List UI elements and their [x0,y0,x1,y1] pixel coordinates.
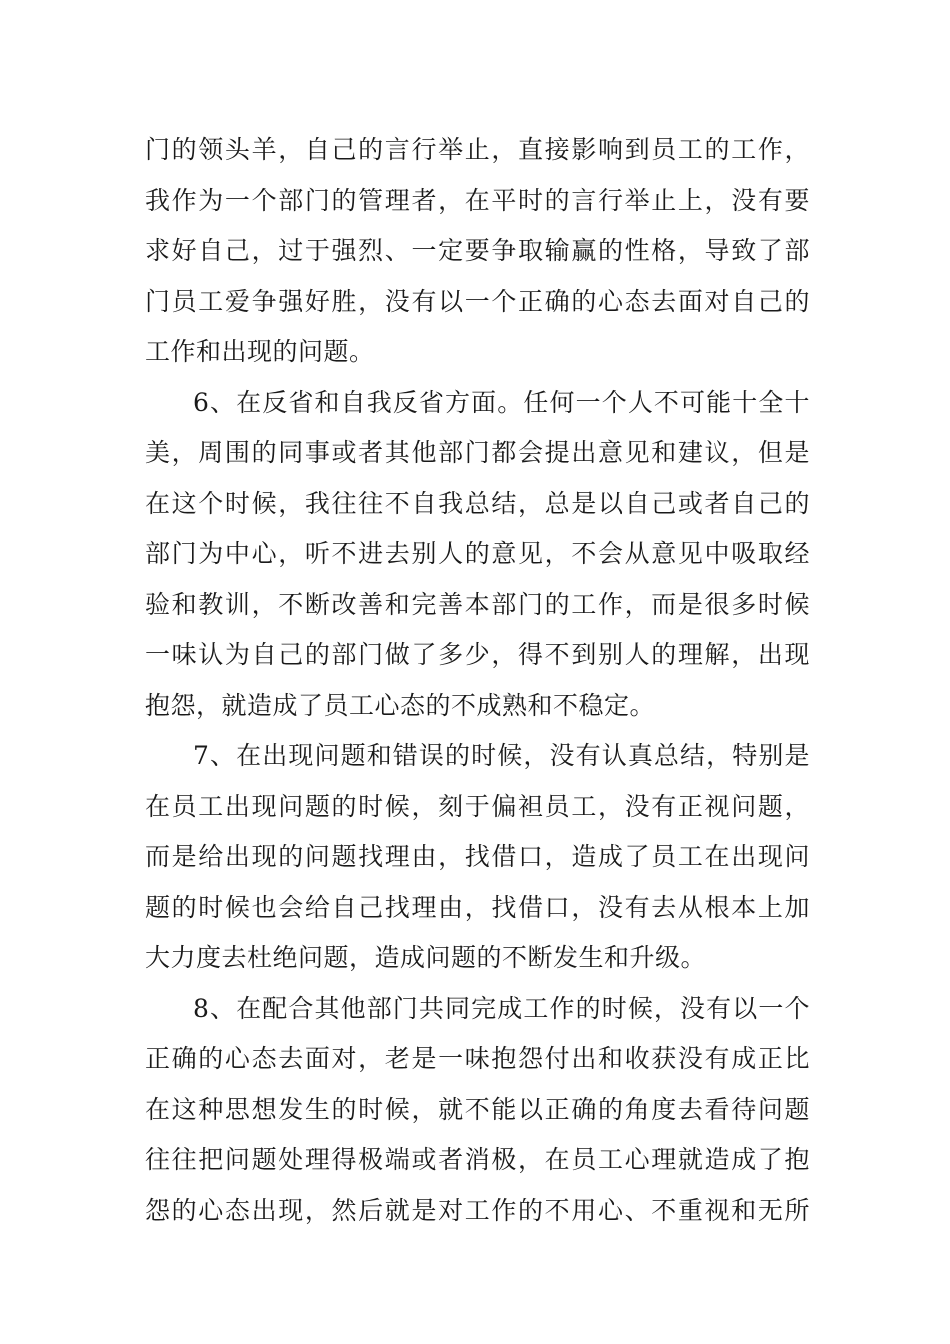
text-line: 8、在配合其他部门共同完成工作的时候，没有以一个 [193,993,810,1023]
text-line: 我作为一个部门的管理者，在平时的言行举止上，没有要 [145,185,810,215]
text-line: 在这种思想发生的时候，就不能以正确的角度去看待问题 [145,1094,810,1124]
text-line: 题的时候也会给自己找理由，找借口，没有去从根本上加 [145,892,810,922]
text-line: 6、在反省和自我反省方面。任何一个人不可能十全十 [193,387,810,417]
text-line: 部门为中心，听不进去别人的意见，不会从意见中吸取经 [145,539,810,568]
paragraph-8 [145,984,810,1237]
text-line: 大力度去杜绝问题，造成问题的不断发生和升级。 [145,943,707,972]
text-line: 一味认为自己的部门做了多少，得不到别人的理解，出现 [145,640,810,669]
text-line: 怨的心态出现，然后就是对工作的不用心、不重视和无所 [145,1195,810,1225]
document-body [145,125,810,1236]
text-line: 往往把问题处理得极端或者消极，在员工心理就造成了抱 [145,1145,810,1174]
text-line: 求好自己，过于强烈、一定要争取输赢的性格，导致了部 [145,236,810,265]
paragraph-7 [145,731,810,984]
text-line: 在员工出现问题的时候，刻于偏袒员工，没有正视问题， [145,791,810,821]
text-line: 在这个时候，我往往不自我总结，总是以自己或者自己的 [145,488,810,518]
text-line: 而是给出现的问题找理由，找借口，造成了员工在出现问 [145,842,810,871]
text-line: 7、在出现问题和错误的时候，没有认真总结，特别是 [193,741,810,770]
text-line: 正确的心态去面对，老是一味抱怨付出和收获没有成正比 [145,1044,810,1073]
text-line: 抱怨，就造成了员工心态的不成熟和不稳定。 [145,690,656,720]
paragraph-6 [145,378,810,732]
text-line: 美，周围的同事或者其他部门都会提出意见和建议，但是 [145,438,810,467]
text-line: 门员工爱争强好胜，没有以一个正确的心态去面对自己的 [145,286,810,316]
text-line: 工作和出现的问题。 [145,337,375,366]
paragraph-continued [145,125,810,378]
text-line: 门的领头羊，自己的言行举止，直接影响到员工的工作， [145,135,810,164]
text-line: 验和教训，不断改善和完善本部门的工作，而是很多时候 [145,589,810,619]
